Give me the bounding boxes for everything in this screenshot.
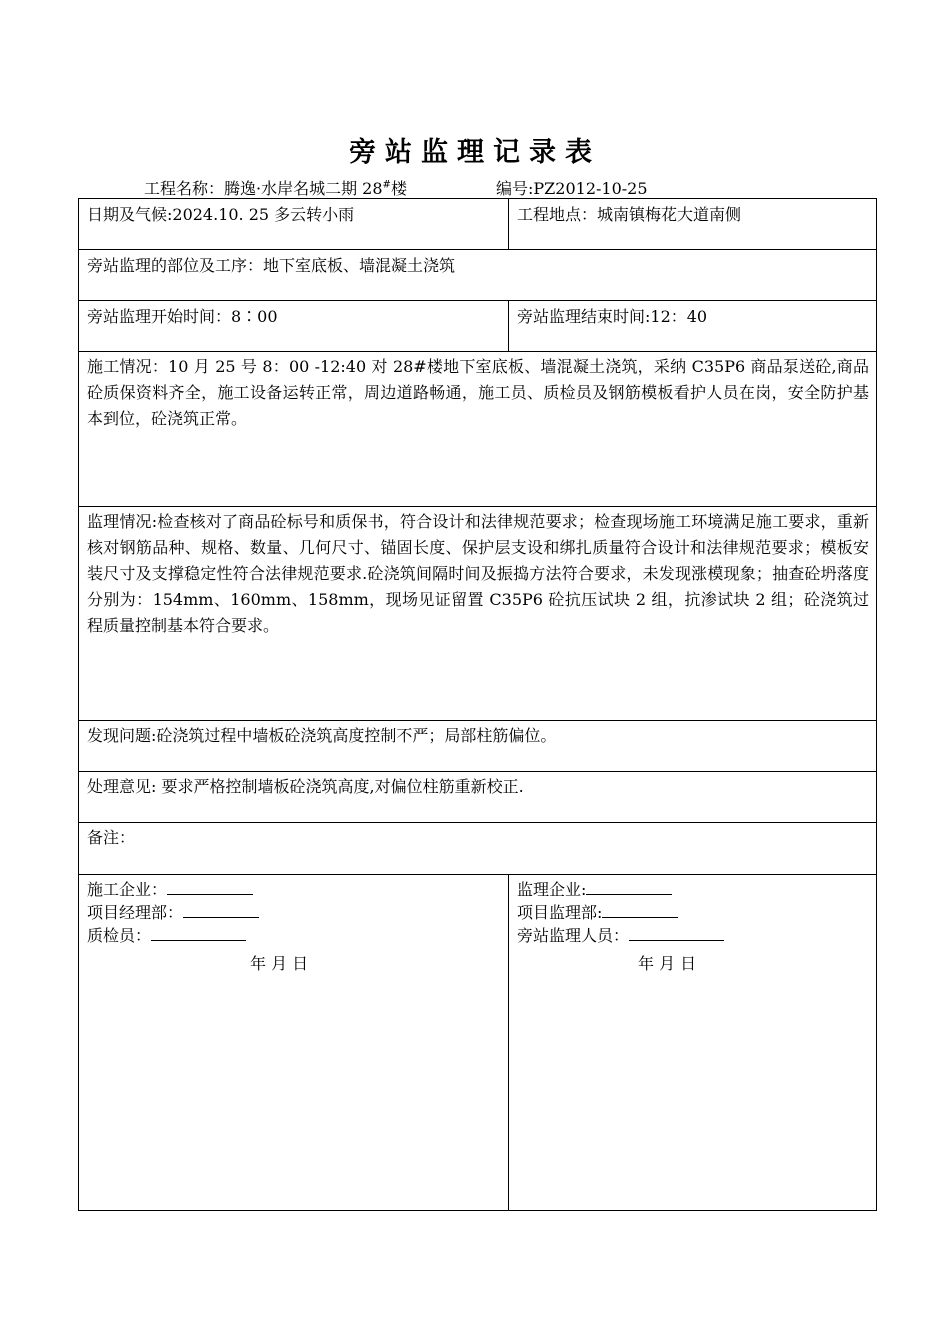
- start-time: 旁站监理开始时间：8∶00: [87, 307, 278, 326]
- signature-blank: [183, 901, 259, 918]
- row-divider: [78, 249, 877, 250]
- row-divider: [78, 874, 877, 875]
- supervision-dept-signature: 项目监理部:: [517, 901, 678, 924]
- end-time: 旁站监理结束时间:12：40: [517, 307, 708, 326]
- contractor-date: 年 月 日: [250, 954, 309, 973]
- row-divider: [78, 351, 877, 352]
- contractor-signature: 施工企业：: [87, 878, 253, 901]
- supervision-date: 年 月 日: [638, 954, 697, 973]
- signature-blank: [151, 924, 246, 941]
- column-divider: [508, 198, 509, 250]
- row-divider: [78, 822, 877, 823]
- inspector-signature: 质检员：: [87, 924, 246, 947]
- construction-status: 施工情况：10 月 25 号 8：00 -12:40 对 28#楼地下室底板、墙混凝土浇筑，采纳 C35P6 商品泵送砼,商品砼质保资料齐全，施工设备运转正常，周边道路畅通，施工员、质检员及钢筋模板看护人员在岗，安全防护基本到位，砼浇筑正常。: [87, 357, 869, 428]
- signature-blank: [167, 878, 253, 895]
- signature-blank: [586, 878, 672, 895]
- page-title: 旁站监理记录表: [349, 137, 601, 168]
- project-location: 工程地点：城南镇梅花大道南侧: [517, 205, 742, 224]
- signature-blank: [602, 901, 678, 918]
- row-divider: [78, 720, 877, 721]
- supervision-status: 监理情况:检查核对了商品砼标号和质保书，符合设计和法律规范要求；检查现场施工环境满足施工要求，重新核对钢筋品种、规格、数量、几何尺寸、锚固长度、保护层支设和绑扎质量符合设计和法律规范要求；模板安装尺寸及支撑稳定性符合法律规范要求.砼浇筑间隔时间及振捣方法符合要求，未发现涨模现象；抽查砼坍落度分别为：154mm、160mm、158mm，现场见证留置 C35P6 砼抗压试块 2 组，抗渗试块 2 组；砼浇筑过程质量控制基本符合要求。: [87, 512, 869, 635]
- project-manager-signature: 项目经理部：: [87, 901, 259, 924]
- record-table: [78, 198, 877, 1211]
- project-name: 工程名称：腾逸·水岸名城二期 28#楼: [144, 179, 407, 198]
- row-divider: [78, 771, 877, 772]
- supervised-part-process: 旁站监理的部位及工序：地下室底板、墙混凝土浇筑: [87, 256, 456, 275]
- remarks: 备注：: [87, 828, 136, 847]
- record-number: 编号:PZ2012-10-25: [496, 179, 648, 198]
- column-divider: [508, 874, 509, 1211]
- supervisor-signature: 旁站监理人员：: [517, 924, 724, 947]
- supervision-company-signature: 监理企业:: [517, 878, 672, 901]
- row-divider: [78, 300, 877, 301]
- handling-opinion: 处理意见: 要求严格控制墙板砼浇筑高度,对偏位柱筋重新校正.: [87, 777, 524, 796]
- row-divider: [78, 506, 877, 507]
- signature-blank: [629, 924, 724, 941]
- column-divider: [508, 300, 509, 352]
- date-weather: 日期及气候:2024.10. 25 多云转小雨: [87, 205, 355, 224]
- problems-found: 发现问题:砼浇筑过程中墙板砼浇筑高度控制不严；局部柱筋偏位。: [87, 726, 557, 745]
